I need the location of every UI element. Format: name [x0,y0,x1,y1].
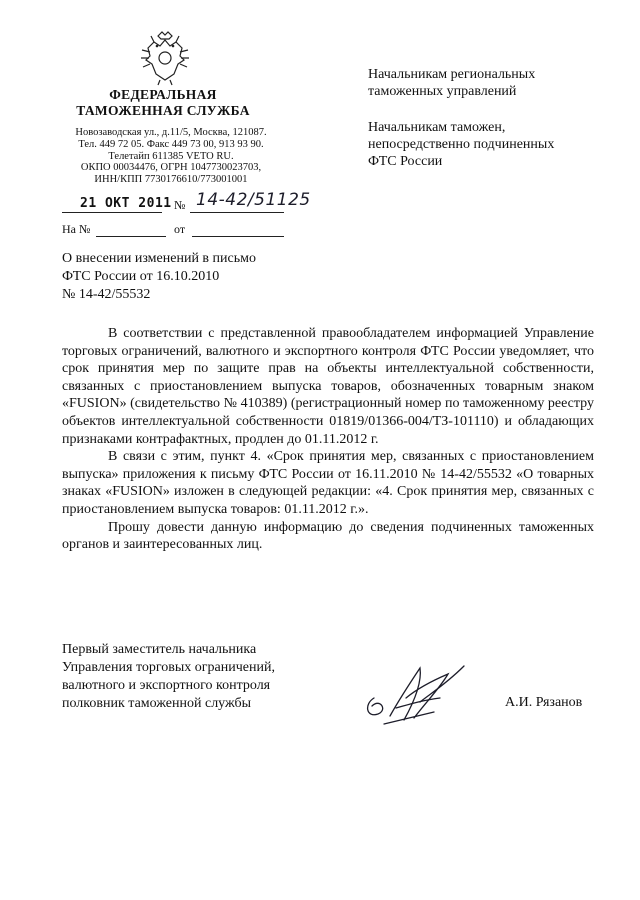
addressee-customs [368,119,608,170]
org-name-line1: ФЕДЕРАЛЬНАЯ [109,87,217,102]
subject-line: О внесении изменений в письмо [62,251,256,266]
ref-date-underline [192,236,284,237]
handwritten-signature-icon [360,658,480,730]
address-line: Новозаводская ул., д.11/5, Москва, 121087. [75,127,267,138]
letter-body [62,325,594,554]
signatory-title-line: Первый заместитель начальника [62,642,257,657]
letter-subject [62,250,362,304]
subject-line: ФТС России от 16.10.2010 [62,269,220,284]
org-name-line2: ТАМОЖЕННАЯ СЛУЖБА [76,103,250,118]
date-stamp: 21 ОКТ 2011 [80,196,172,211]
subject-line: № 14-42/55532 [62,287,151,302]
addressee-line: таможенных управлений [368,84,517,99]
number-underline [190,212,284,213]
inn-line: ИНН/КПП 7730176610/773001001 [94,174,248,186]
body-paragraph: В соответствии с представленной правообладателем информацией Управление торговых ограничений, валютного и экспортного контроля ФТС России уведомляет, что срок принятия мер по защите прав на объекты интеллектуальной собственности, связанных с приостановлением выпуска товаров, обозначенных товарным знаком «FUSION» (свидетельство № 410389) (регистрационный номер по таможенному реестру объектов интеллектуальной собственности 01819/01366-004/ТЗ-101110) и обладающих признаками контрафактных, продлен до 01.11.2012 г. [62,326,594,447]
organization-name [40,87,286,119]
ref-number-underline [96,236,166,237]
addressee-line: ФТС России [368,154,443,169]
addressee-line: непосредственно подчиненных [368,137,555,152]
date-underline [62,212,162,213]
coat-of-arms-icon [140,30,190,86]
addressee-line: Начальникам региональных [368,67,536,82]
teletype-line: Телетайп 611385 VETO RU. [108,150,234,162]
okpo-line: ОКПО 00034476, ОГРН 1047730023703, [80,162,262,174]
body-paragraph: В связи с этим, пункт 4. «Срок принятия мер, связанных с приостановлением выпуска» приложения к письму ФТС России от 16.11.2010 № 14-42/55532 «О товарных знаках «FUSION» изложен в следующей редакции: «4. Срок принятия мер, связанных с приостановлением выпуска товаров: 01.11.2012 г.». [62,449,594,517]
handwritten-reg-number: 14-42/51125 [196,190,311,210]
addressee-regional [368,66,608,100]
addressee-line: Начальникам таможен, [368,120,506,135]
signer-name: А.И. Рязанов [505,695,583,710]
ref-number-label: На № [62,222,91,236]
body-paragraph: Прошу довести данную информацию до сведения подчиненных таможенных органов и заинтересованных лиц. [62,519,594,553]
organization-details [40,127,302,186]
signatory-title-line: валютного и экспортного контроля [62,678,271,693]
phone-line: Тел. 449 72 05. Факс 449 73 00, 913 93 90. [78,138,264,150]
ref-date-label: от [174,222,186,236]
signatory-title [62,641,362,713]
signatory-title-line: Управления торговых ограничений, [62,660,275,675]
signatory-title-line: полковник таможенной службы [62,696,252,711]
number-label: № [174,198,186,212]
